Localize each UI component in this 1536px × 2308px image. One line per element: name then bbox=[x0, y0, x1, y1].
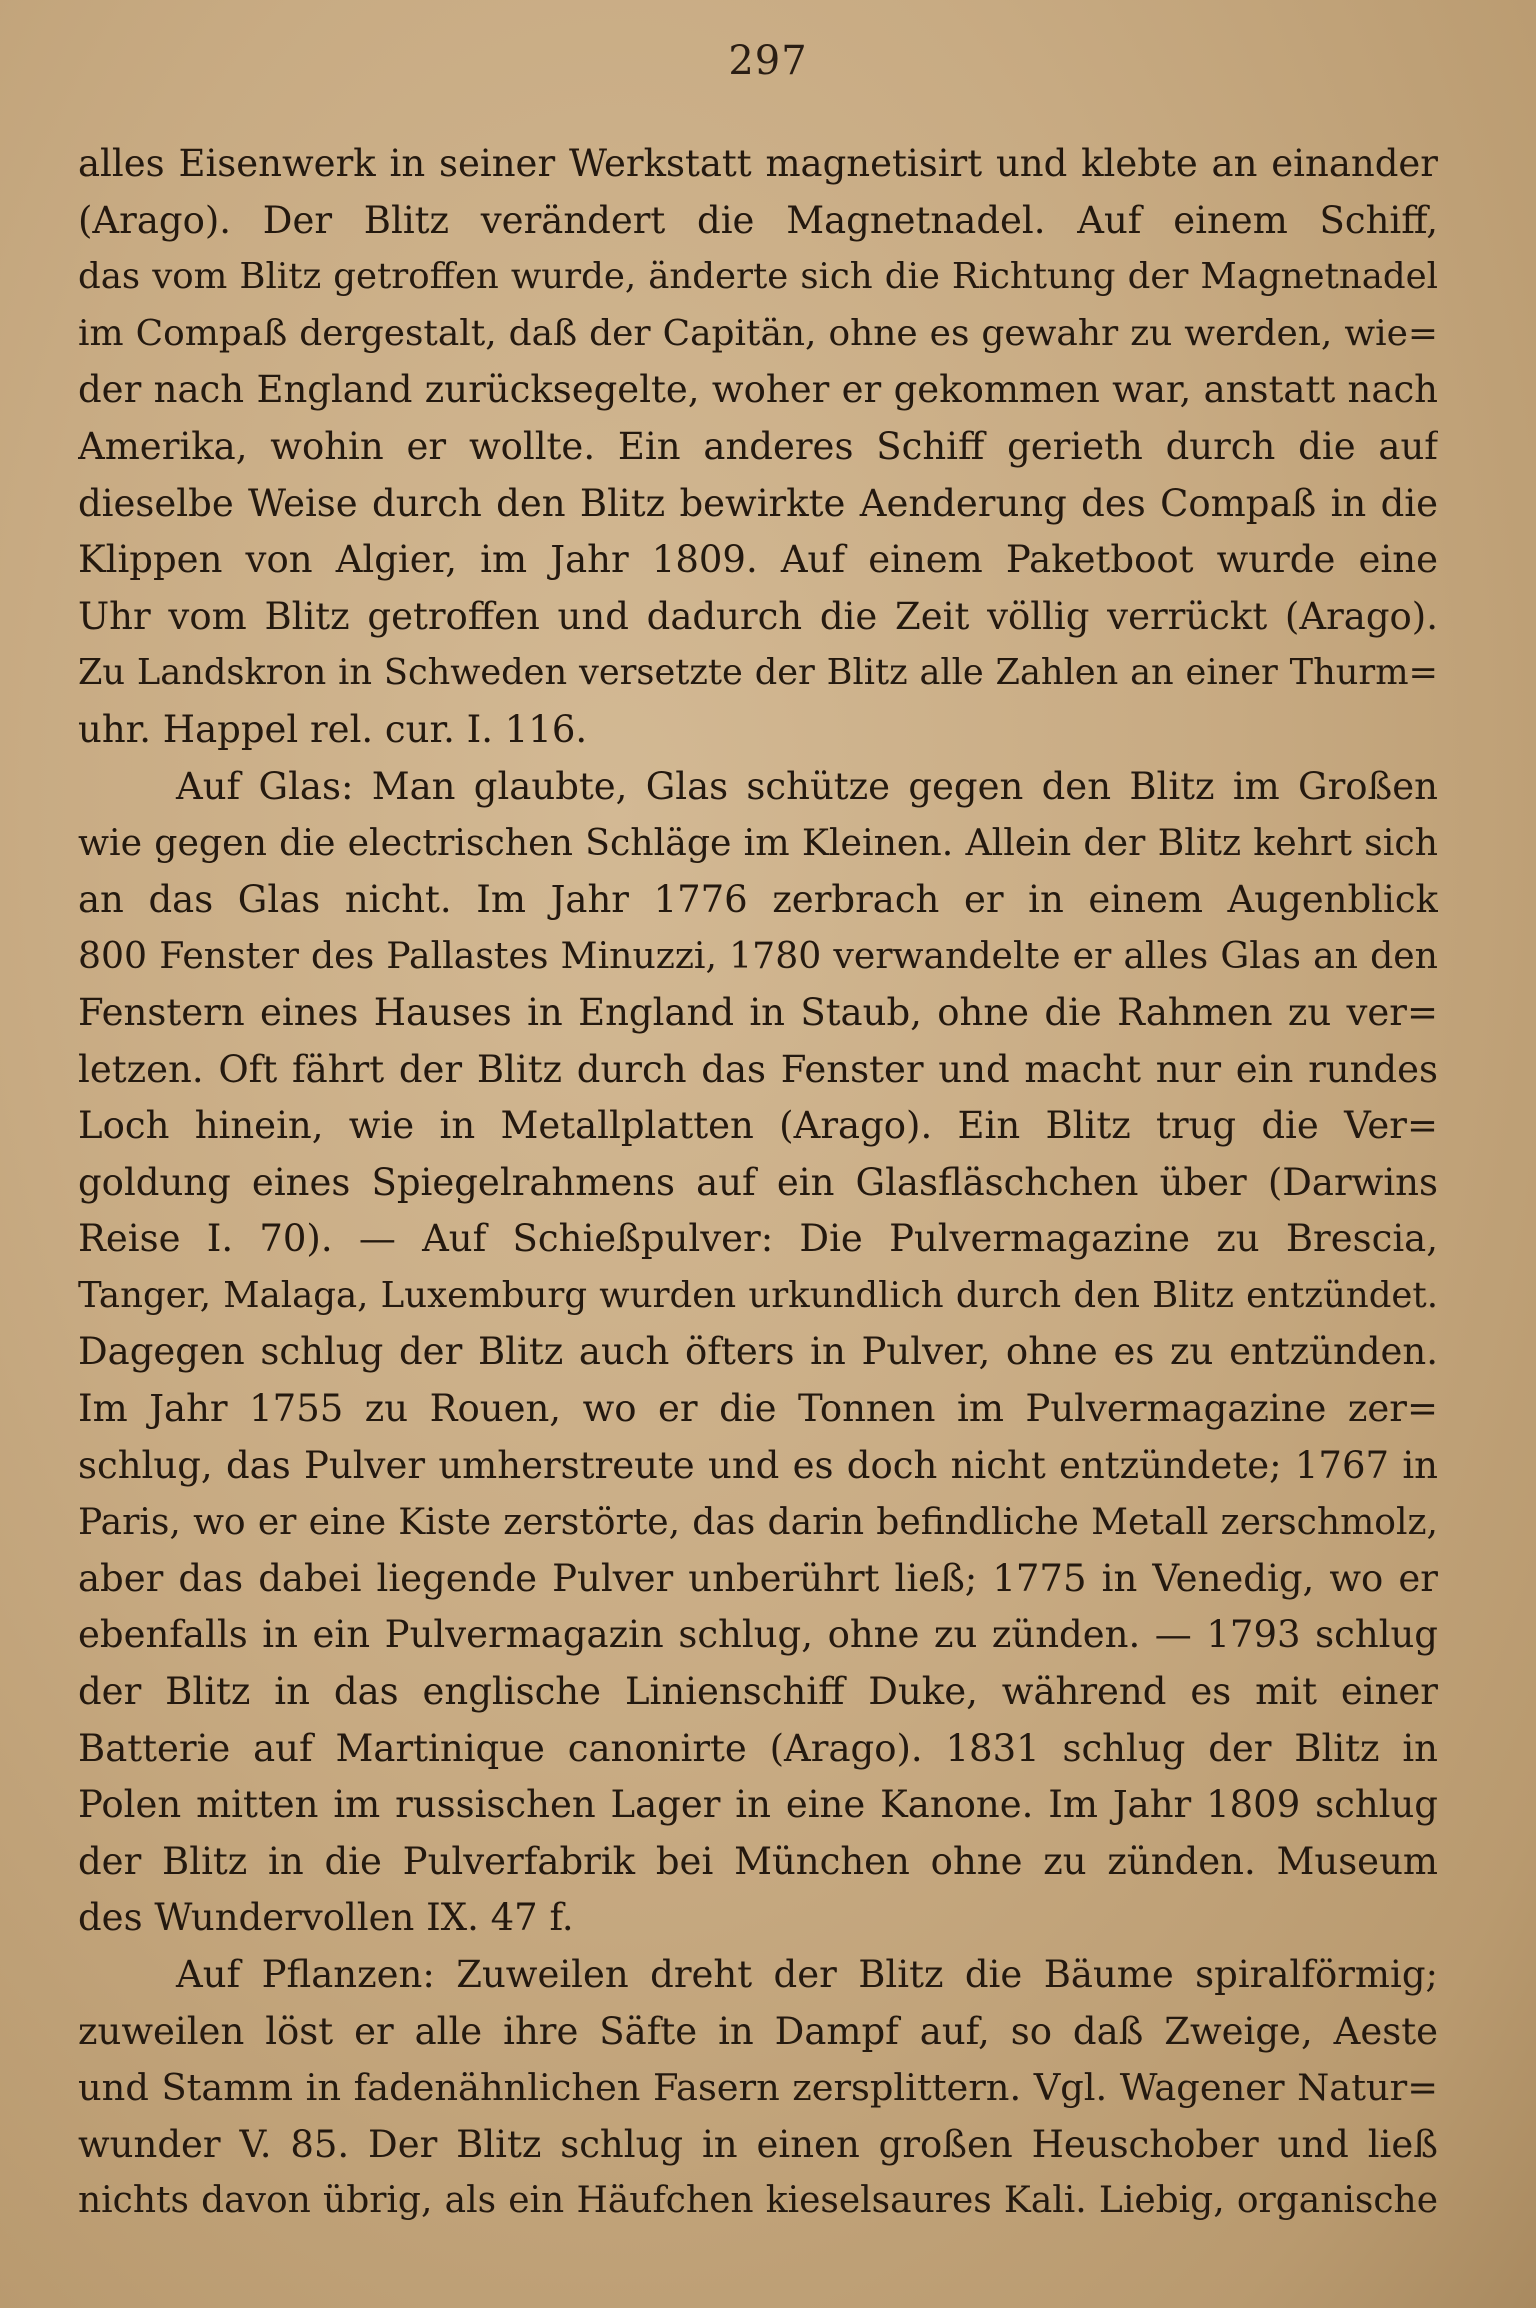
text-line: Amerika, wohin er wollte. Ein anderes Schiff gerieth durch die auf bbox=[78, 424, 1438, 468]
text-line: 800 Fenster des Pallastes Minuzzi, 1780 verwandelte er alles Glas an den bbox=[78, 934, 1438, 978]
body-text bbox=[78, 136, 1438, 2230]
text-line: Uhr vom Blitz getroffen und dadurch die Zeit völlig verrückt (Arago). bbox=[78, 594, 1438, 638]
text-line: schlug, das Pulver umherstreute und es doch nicht entzündete; 1767 in bbox=[78, 1443, 1438, 1487]
text-line: Auf Glas: Man glaubte, Glas schütze gegen den Blitz im Großen bbox=[176, 764, 1438, 808]
text-line: (Arago). Der Blitz verändert die Magnetnadel. Auf einem Schiff, bbox=[78, 198, 1438, 242]
text-line: der Blitz in das englische Linienschiff Duke, während es mit einer bbox=[78, 1670, 1438, 1714]
text-line: Fenstern eines Hauses in England in Staub, ohne die Rahmen zu ver= bbox=[78, 990, 1438, 1034]
text-line: Loch hinein, wie in Metallplatten (Arago). Ein Blitz trug die Ver= bbox=[78, 1104, 1438, 1148]
text-line: Reise I. 70). — Auf Schießpulver: Die Pulvermagazine zu Brescia, bbox=[78, 1217, 1438, 1261]
text-line: im Compaß dergestalt, daß der Capitän, ohne es gewahr zu werden, wie= bbox=[78, 312, 1438, 354]
text-line: ebenfalls in ein Pulvermagazin schlug, ohne zu zünden. — 1793 schlug bbox=[78, 1613, 1438, 1657]
text-line: uhr. Happel rel. cur. I. 116. bbox=[78, 707, 588, 751]
text-line: dieselbe Weise durch den Blitz bewirkte Aenderung des Compaß in die bbox=[78, 481, 1438, 525]
text-line: an das Glas nicht. Im Jahr 1776 zerbrach er in einem Augenblick bbox=[78, 877, 1438, 921]
text-line: Paris, wo er eine Kiste zerstörte, das darin befindliche Metall zerschmolz, bbox=[78, 1501, 1438, 1544]
text-line: Klippen von Algier, im Jahr 1809. Auf einem Paketboot wurde eine bbox=[78, 538, 1438, 582]
text-line: zuweilen löst er alle ihre Säfte in Dampf auf, so daß Zweige, Aeste bbox=[78, 2009, 1438, 2053]
text-line: und Stamm in fadenähnlichen Fasern zersplittern. Vgl. Wagener Natur= bbox=[78, 2066, 1438, 2110]
page-number: 297 bbox=[728, 38, 808, 84]
text-line: des Wundervollen IX. 47 f. bbox=[78, 1896, 574, 1940]
text-line: Auf Pflanzen: Zuweilen dreht der Blitz die Bäume spiralförmig; bbox=[176, 1953, 1438, 1996]
text-line: Polen mitten im russischen Lager in eine Kanone. Im Jahr 1809 schlug bbox=[78, 1783, 1438, 1827]
text-line: Dagegen schlug der Blitz auch öfters in Pulver, ohne es zu entzünden. bbox=[78, 1330, 1438, 1374]
text-line: nichts davon übrig, als ein Häufchen kieselsaures Kali. Liebig, organische bbox=[78, 2180, 1438, 2222]
text-line: wunder V. 85. Der Blitz schlug in einen großen Heuschober und ließ bbox=[78, 2122, 1438, 2166]
text-line: Im Jahr 1755 zu Rouen, wo er die Tonnen im Pulvermagazine zer= bbox=[78, 1387, 1438, 1431]
text-line: der Blitz in die Pulverfabrik bei München ohne zu zünden. Museum bbox=[78, 1839, 1438, 1883]
text-line: letzen. Oft fährt der Blitz durch das Fenster und macht nur ein rundes bbox=[78, 1047, 1438, 1091]
text-line: das vom Blitz getroffen wurde, änderte sich die Richtung der Magnetnadel bbox=[78, 256, 1438, 298]
text-line: Zu Landskron in Schweden versetzte der Blitz alle Zahlen an einer Thurm= bbox=[78, 652, 1438, 694]
text-line: alles Eisenwerk in seiner Werkstatt magnetisirt und klebte an einander bbox=[78, 142, 1438, 185]
text-line: goldung eines Spiegelrahmens auf ein Glasfläschchen über (Darwins bbox=[78, 1160, 1438, 1204]
text-line: Tanger, Malaga, Luxemburg wurden urkundlich durch den Blitz entzündet. bbox=[78, 1274, 1438, 1316]
text-line: Batterie auf Martinique canonirte (Arago). 1831 schlug der Blitz in bbox=[78, 1726, 1438, 1770]
text-line: der nach England zurücksegelte, woher er gekommen war, anstatt nach bbox=[78, 368, 1438, 412]
text-line: wie gegen die electrischen Schläge im Kleinen. Allein der Blitz kehrt sich bbox=[78, 821, 1438, 865]
text-line: aber das dabei liegende Pulver unberührt ließ; 1775 in Venedig, wo er bbox=[78, 1556, 1438, 1600]
